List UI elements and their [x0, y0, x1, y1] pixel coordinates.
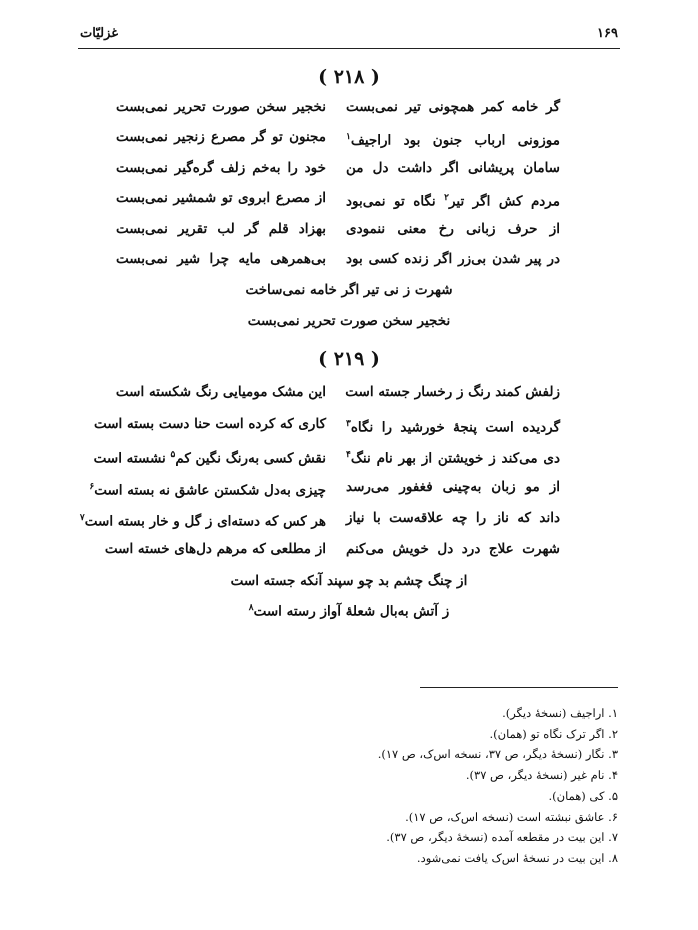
verse-218-6a: در پیر شدن بی‌زر اگر زنده کسی بود	[346, 251, 560, 267]
footnote-8: ۸. این بیت در نسخهٔ اس‌ک یافت نمی‌شود.	[416, 851, 618, 865]
footnote-2: ۲. اگر ترک نگاه تو (همان).	[489, 727, 618, 741]
verse-218-3b: خود را به‌خم زلف گره‌گیر نمی‌بست	[116, 160, 326, 176]
footnote-ref: ۳	[346, 419, 351, 429]
verse-text: گردیده است پنجهٔ خورشید را نگاه	[350, 419, 560, 436]
closing-verse-218-b: نخجیر سخن صورت تحریر نمی‌بست	[247, 313, 451, 329]
footnote-ref: ۵	[170, 450, 176, 460]
verse-219-1b: این مشک مومیایی رنگ شکسته است	[115, 384, 326, 400]
running-header	[80, 26, 618, 48]
footnote-7: ۷. این بیت در مقطعه آمده (نسخهٔ دیگر، ص ۳۷).	[386, 830, 618, 844]
closing-verse-219-b	[0, 598, 698, 622]
footnote-4: ۴. نام غیر (نسخهٔ دیگر، ص ۳۷).	[465, 768, 618, 782]
footnote-ref: ۱	[346, 132, 351, 142]
verse-219-4b	[89, 477, 326, 501]
verse-218-4a	[346, 188, 560, 212]
closing-verse-219-a: از چنگ چشم بد چو سپند آنکه جسته است	[230, 573, 468, 589]
verse-219-6b: از مطلعی که مرهم دل‌های خسته است	[104, 541, 326, 557]
verse-text: ز آتش به‌بال شعلهٔ آواز رسته است	[253, 603, 450, 620]
footnote-ref: ۴	[346, 450, 351, 460]
verse-218-1b: نخجیر سخن صورت تحریر نمی‌بست	[116, 99, 326, 115]
verse-218-6b: بی‌همرهی مایه چرا شیر نمی‌بست	[116, 251, 326, 267]
poem-number-218: ( ۲۱۸ )	[318, 66, 380, 88]
footnote-3: ۳. نگار (نسخهٔ دیگر، ص ۳۷، نسخه اس‌ک، ص ۱۷).	[377, 747, 618, 761]
verse-219-5a: داند که ناز را چه علاقه‌ست با نیاز	[346, 510, 560, 526]
poem-number-219: ( ۲۱۹ )	[318, 348, 380, 370]
verse-218-3a: سامان پریشانی اگر داشت دل من	[346, 160, 560, 176]
verse-219-3b	[93, 445, 326, 469]
footnote-rule	[420, 687, 618, 688]
verse-218-5b: بهزاد قلم گر لب تقریر نمی‌بست	[116, 221, 326, 237]
verse-219-1a: زلفش کمند رنگ ز رخسار جسته است	[345, 384, 560, 400]
verse-218-2b: مجنون تو گر مصرع زنجیر نمی‌بست	[116, 129, 326, 145]
footnote-ref: ۶	[89, 482, 95, 492]
footnote-1: ۱. اراجیف (نسخهٔ دیگر).	[502, 706, 618, 720]
verse-218-1a: گر خامه کمر همچونی تیر نمی‌بست	[346, 99, 560, 115]
verse-text: نقش کسی به‌رنگ نگین کم	[175, 450, 326, 467]
verse-218-2a	[346, 127, 560, 151]
verse-219-3a	[346, 445, 560, 469]
header-rule	[78, 48, 620, 49]
verse-text: مردم کش اگر تیر	[448, 193, 560, 210]
footnote-ref: ۲	[444, 193, 449, 203]
footnote-6: ۶. عاشق نبشته است (نسخه اس‌ک، ص ۱۷).	[405, 810, 618, 824]
verse-218-5a: از حرف زبانی رخ معنی ننمودی	[346, 221, 560, 237]
verse-text: موزونی ارباب جنون بود اراجیف	[350, 132, 560, 149]
footnote-ref: ۸	[248, 603, 254, 613]
verse-text: دی می‌کند ز خویشتن از بهر نام ننگ	[350, 450, 560, 467]
verse-text: نگاه تو نمی‌بود	[346, 193, 445, 210]
closing-verse-218-a: شهرت ز نی تیر اگر خامه نمی‌ساخت	[245, 282, 453, 298]
verse-219-5b	[79, 508, 326, 532]
verse-219-6a: شهرت علاج درد دل خویش می‌کنم	[346, 541, 560, 557]
page-number: ۱۶۹	[597, 26, 618, 41]
verse-text: هر کس که دسته‌ای ز گل و خار بسته است	[84, 513, 326, 530]
running-title: غزلیّات	[80, 26, 119, 41]
verse-218-4b: از مصرع ابروی تو شمشیر نمی‌بست	[116, 190, 326, 206]
verse-219-2b: کاری که کرده است حنا دست بسته است	[93, 416, 326, 432]
footnote-ref: ۷	[79, 513, 85, 523]
footnote-5: ۵. کی (همان).	[548, 789, 618, 803]
verse-text: نشسته است	[93, 450, 171, 467]
verse-219-4a: از مو زبان به‌چینی فغفور می‌رسد	[346, 479, 560, 495]
verse-text: چیزی به‌دل شکستن عاشق نه بسته است	[94, 482, 326, 499]
verse-219-2a	[346, 414, 560, 438]
